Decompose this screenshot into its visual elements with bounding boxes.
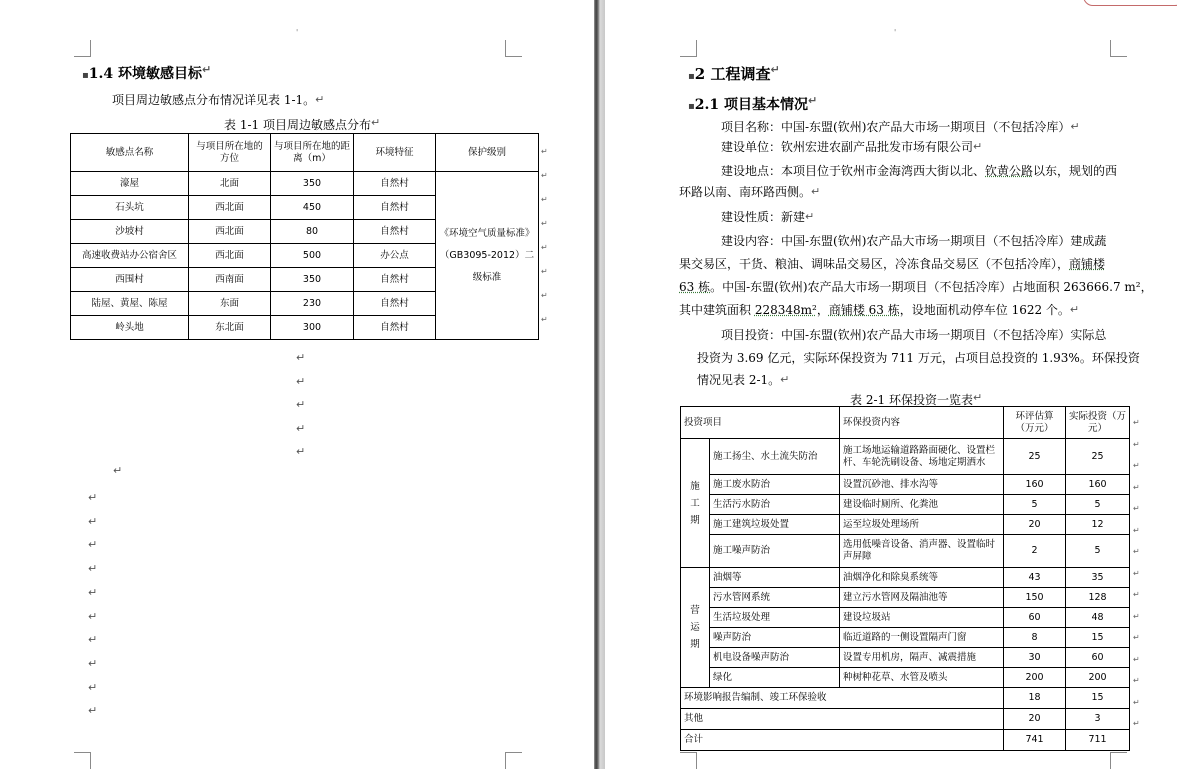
table-row — [681, 535, 1130, 568]
table-row — [681, 628, 1130, 648]
table-row — [681, 709, 1130, 730]
cell-feature: 自然村 — [354, 292, 436, 316]
cell-feature: 自然村 — [354, 220, 436, 244]
cell-total-label: 合计 — [681, 730, 1004, 751]
cell-item: 机电设备噪声防治 — [710, 648, 840, 668]
cell-direction: 东面 — [189, 292, 271, 316]
cell-actual: 15 — [1066, 628, 1130, 648]
window-tab-corner — [1083, 0, 1177, 6]
content-paragraph-line-3: 63 栋。中国-东盟(钦州)农产品大市场一期项目（不包括冷库）占地面积 263666.7 m²， — [679, 280, 1153, 294]
header-direction: 与项目所在地的方位 — [189, 134, 271, 172]
underlined-term: 商铺楼 63 栋 — [828, 303, 900, 317]
underlined-term: 228348m² — [754, 303, 817, 317]
cell-feature: 办公点 — [354, 244, 436, 268]
cell-name: 陆屋、黄屋、陈屋 — [71, 292, 189, 316]
cell-item: 绿化 — [710, 668, 840, 688]
cell-item: 噪声防治 — [710, 628, 840, 648]
cell-actual: 5 — [1066, 495, 1130, 515]
road-name: 钦黄公路 — [985, 164, 1034, 178]
sensitive-points-table — [70, 133, 539, 340]
cell-estimated: 43 — [1004, 568, 1066, 588]
table-row — [681, 568, 1130, 588]
header-sensitive-point: 敏感点名称 — [71, 134, 189, 172]
content-paragraph-line-4: 其中建筑面积 228348m²，商铺楼 63 栋，设地面机动停车位 1622 个。 ↵ — [679, 303, 1080, 317]
cell-direction: 西北面 — [189, 196, 271, 220]
construction-period-label: 施工期 — [681, 439, 710, 568]
header-distance: 与项目所在地的距离（m） — [271, 134, 354, 172]
table-row — [681, 475, 1130, 495]
cell-item: 污水管网系统 — [710, 588, 840, 608]
table-total-row — [681, 730, 1130, 751]
paragraph-marks-left: ↵ ↵ ↵ ↵ ↵ ↵ ↵ ↵ ↵ ↵ — [88, 491, 98, 718]
table-row — [681, 668, 1130, 688]
page-divider — [594, 0, 605, 769]
investment-paragraph-line-2: 投资为 3.69 亿元，实际环保投资为 711 万元，占项目总投资的 1.93%。环保投资 — [697, 351, 1140, 365]
cell-protection-standard: 《环境空气质量标准》（GB3095-2012）二级标准 — [436, 172, 539, 340]
cell-estimated: 8 — [1004, 628, 1066, 648]
paragraph-mark: ↵ — [113, 464, 123, 477]
header-anchor-mark: ' — [296, 28, 299, 37]
cell-direction: 西北面 — [189, 220, 271, 244]
cell-name: 西围村 — [71, 268, 189, 292]
cell-actual: 15 — [1066, 688, 1130, 709]
table-row — [681, 588, 1130, 608]
cell-estimated: 20 — [1004, 515, 1066, 535]
investment-paragraph-line-3: 情况见表 2-1。 ↵ — [697, 373, 790, 387]
cell-name: 高速收费站办公宿舍区 — [71, 244, 189, 268]
header-investment-item: 投资项目 — [681, 407, 840, 439]
investment-paragraph-line-1: 项目投资：中国-东盟(钦州)农产品大市场一期项目（不包括冷库）实际总 — [721, 328, 1107, 342]
cell-estimated: 200 — [1004, 668, 1066, 688]
underlined-term: 63 栋 — [679, 280, 711, 294]
section-heading-2-1: ▪2.1 项目基本情况 ↵ — [688, 94, 818, 113]
cell-estimated: 25 — [1004, 439, 1066, 475]
cell-item: 油烟等 — [710, 568, 840, 588]
underlined-term: 商铺楼 — [1069, 257, 1106, 271]
cell-content: 设置沉砂池、排水沟等 — [840, 475, 1004, 495]
cell-content: 种树种花草、水管及喷头 — [840, 668, 1004, 688]
cell-item: 施工扬尘、水土流失防治 — [710, 439, 840, 475]
header-environment-feature: 环境特征 — [354, 134, 436, 172]
cell-actual: 3 — [1066, 709, 1130, 730]
header-anchor-mark: ' — [894, 28, 897, 37]
crop-mark-top-right — [505, 40, 522, 57]
cell-content: 建设临时厕所、化粪池 — [840, 495, 1004, 515]
cell-direction: 西南面 — [189, 268, 271, 292]
table-row — [681, 515, 1130, 535]
table-1-1-caption: 表 1-1 项目周边敏感点分布 ↵ — [224, 116, 381, 132]
cell-item: 其他 — [681, 709, 1004, 730]
cell-actual: 128 — [1066, 588, 1130, 608]
cell-item: 生活垃圾处理 — [710, 608, 840, 628]
cell-item: 施工废水防治 — [710, 475, 840, 495]
cell-name: 沙坡村 — [71, 220, 189, 244]
cell-feature: 自然村 — [354, 268, 436, 292]
project-name-paragraph: 项目名称：中国-东盟(钦州)农产品大市场一期项目（不包括冷库） ↵ — [721, 120, 1080, 134]
table-row — [681, 608, 1130, 628]
cell-feature: 自然村 — [354, 316, 436, 340]
table-row — [681, 648, 1130, 668]
cell-direction: 东北面 — [189, 316, 271, 340]
cell-actual: 5 — [1066, 535, 1130, 568]
cell-content: 设置专用机房，隔声、减震措施 — [840, 648, 1004, 668]
cell-content: 选用低噪音设备、消声器、设置临时声屏障 — [840, 535, 1004, 568]
cell-distance: 500 — [271, 244, 354, 268]
crop-mark-top-right — [1110, 40, 1127, 57]
section-heading-2: ▪2 工程调查 ↵ — [688, 63, 780, 83]
cell-content: 施工场地运输道路路面硬化、设置栏杆、车轮洗刷设备、场地定期洒水 — [840, 439, 1004, 475]
crop-mark-top-left — [74, 40, 91, 57]
cell-content: 建设垃圾站 — [840, 608, 1004, 628]
cell-estimated: 150 — [1004, 588, 1066, 608]
cell-item: 环境影响报告编制、竣工环保验收 — [681, 688, 1004, 709]
cell-total-estimated: 741 — [1004, 730, 1066, 751]
cell-total-actual: 711 — [1066, 730, 1130, 751]
cell-item: 生活污水防治 — [710, 495, 840, 515]
cell-estimated: 5 — [1004, 495, 1066, 515]
cell-item: 施工噪声防治 — [710, 535, 840, 568]
crop-mark-bottom-left — [680, 752, 697, 769]
construction-unit-paragraph: 建设单位：钦州宏进农副产品批发市场有限公司 ↵ — [721, 140, 983, 154]
cell-feature: 自然村 — [354, 196, 436, 220]
table-header-row — [681, 407, 1130, 439]
table-header-row — [71, 134, 539, 172]
cell-actual: 35 — [1066, 568, 1130, 588]
header-estimated-cost: 环评估算（万元） — [1004, 407, 1066, 439]
location-paragraph-line-2: 环路以南、南环路西侧。 ↵ — [679, 185, 821, 199]
crop-mark-top-left — [680, 40, 697, 57]
intro-paragraph: 项目周边敏感点分布情况详见表 1-1。 ↵ — [112, 93, 325, 107]
cell-actual: 200 — [1066, 668, 1130, 688]
cell-actual: 25 — [1066, 439, 1130, 475]
crop-mark-bottom-left — [74, 752, 91, 769]
cell-name: 石头坑 — [71, 196, 189, 220]
cell-content: 油烟净化和除臭系统等 — [840, 568, 1004, 588]
header-actual-cost: 实际投资（万元） — [1066, 407, 1130, 439]
table-row — [71, 172, 539, 196]
cell-direction: 西北面 — [189, 244, 271, 268]
cell-distance: 230 — [271, 292, 354, 316]
location-paragraph-line-1: 建设地点：本项目位于钦州市金海湾西大街以北、钦黄公路以东，规划的西 — [721, 164, 1118, 178]
cell-name: 濠屋 — [71, 172, 189, 196]
environmental-investment-table — [680, 406, 1130, 751]
cell-distance: 300 — [271, 316, 354, 340]
cell-content: 临近道路的一侧设置隔声门窗 — [840, 628, 1004, 648]
cell-distance: 350 — [271, 172, 354, 196]
table-row — [681, 688, 1130, 709]
cell-item: 施工建筑垃圾处置 — [710, 515, 840, 535]
cell-actual: 48 — [1066, 608, 1130, 628]
crop-mark-bottom-right — [505, 752, 522, 769]
cell-content: 建立污水管网及隔油池等 — [840, 588, 1004, 608]
content-paragraph-line-1: 建设内容：中国-东盟(钦州)农产品大市场一期项目（不包括冷库）建成蔬 — [721, 234, 1107, 248]
cell-distance: 350 — [271, 268, 354, 292]
table-2-1-caption: 表 2-1 环保投资一览表 ↵ — [850, 391, 983, 407]
cell-actual: 160 — [1066, 475, 1130, 495]
cell-feature: 自然村 — [354, 172, 436, 196]
header-protection-level: 保护级别 — [436, 134, 539, 172]
cell-estimated: 160 — [1004, 475, 1066, 495]
cell-direction: 北面 — [189, 172, 271, 196]
cell-estimated: 60 — [1004, 608, 1066, 628]
cell-estimated: 20 — [1004, 709, 1066, 730]
paragraph-marks-center: ↵ ↵ ↵ ↵ ↵ — [296, 351, 306, 458]
cell-content: 运至垃圾处理场所 — [840, 515, 1004, 535]
header-investment-content: 环保投资内容 — [840, 407, 1004, 439]
cell-actual: 12 — [1066, 515, 1130, 535]
cell-distance: 450 — [271, 196, 354, 220]
crop-mark-bottom-right — [1110, 752, 1127, 769]
nature-paragraph: 建设性质：新建 ↵ — [721, 210, 815, 224]
document-page-right — [605, 0, 1177, 769]
cell-estimated: 18 — [1004, 688, 1066, 709]
table-row — [681, 439, 1130, 475]
row-end-marks: ↵ ↵ ↵ ↵ ↵ ↵ ↵ ↵ ↵ ↵ ↵ ↵ ↵ ↵ ↵ — [1133, 418, 1140, 728]
section-heading-1-4: ▪1.4 环境敏感目标 ↵ — [82, 63, 212, 82]
cell-distance: 80 — [271, 220, 354, 244]
table-row — [681, 495, 1130, 515]
cell-actual: 60 — [1066, 648, 1130, 668]
cell-estimated: 2 — [1004, 535, 1066, 568]
content-paragraph-line-2: 果交易区，干货、粮油、调味品交易区，冷冻食品交易区（不包括冷库），商铺楼 — [679, 257, 1106, 271]
operation-period-label: 营运期 — [681, 568, 710, 688]
cell-estimated: 30 — [1004, 648, 1066, 668]
cell-name: 岭头地 — [71, 316, 189, 340]
row-end-marks: ↵ ↵ ↵ ↵ ↵ ↵ ↵ ↵ — [541, 147, 548, 324]
